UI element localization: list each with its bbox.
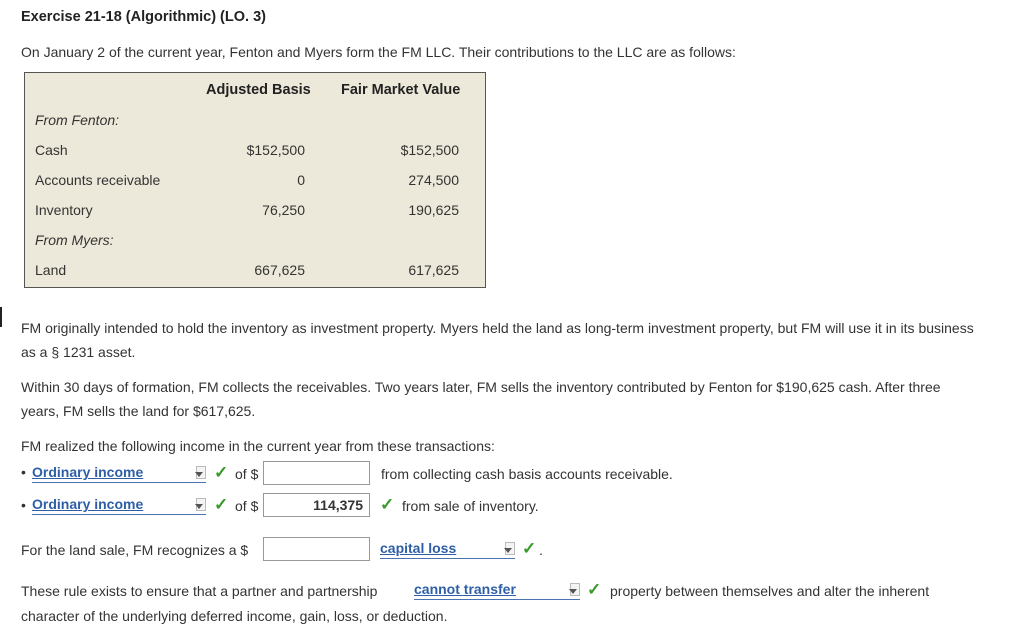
income-type-select-2[interactable] [32,496,206,515]
contributions-table [24,72,486,288]
check-icon: ✓ [214,463,229,482]
ar-fmv: 274,500 [408,172,459,188]
of-dollar-label-2: of $ [235,498,259,514]
paragraph-transactions: Within 30 days of formation, FM collects the receivables. Two years later, FM sells the inventory contributed by Fenton for $190,625 cash. After three years, FM sells the land for $617,625. [21,379,941,419]
ar-income-suffix: from collecting cash basis accounts receivable. [381,466,673,482]
dropdown-arrow-icon[interactable] [196,466,206,479]
income-type-select-2-value: Ordinary income [32,496,144,512]
land-sale-input[interactable] [263,537,370,561]
rule-sentence-prefix: These rule exists to ensure that a partner and partnership [21,583,378,599]
inventory-income-input[interactable]: 114,375 [263,493,370,517]
inventory-income-suffix: from sale of inventory. [402,498,539,514]
bullet-1: • [21,464,26,480]
land-adjusted-basis: 667,625 [254,262,305,278]
paragraph-inventory-land: FM originally intended to hold the inventory as investment property. Myers held the land as long-term investment property, but FM will use it in its business as a § 1231 asset. [21,320,974,360]
row-label-inventory: Inventory [35,202,93,218]
of-dollar-label-1: of $ [235,466,259,482]
col-header-fair-market-value: Fair Market Value [341,82,461,98]
rule-purpose-select[interactable] [414,581,580,600]
land-gain-type-select[interactable] [380,540,515,559]
land-period: . [539,542,543,558]
col-header-adjusted-basis: Adjusted Basis [206,82,311,98]
row-label-cash: Cash [35,142,68,158]
rule-sentence-line2: character of the underlying deferred income, gain, loss, or deduction. [21,608,448,624]
ar-adjusted-basis: 0 [297,172,305,188]
rule-purpose-select-value: cannot transfer [414,581,516,597]
from-myers-label: From Myers: [35,232,114,248]
paragraph-income-intro: FM realized the following income in the current year from these transactions: [21,438,495,454]
ar-income-input[interactable] [263,461,370,485]
income-type-select-1-value: Ordinary income [32,464,144,480]
land-fmv: 617,625 [408,262,459,278]
intro-text: On January 2 of the current year, Fenton and Myers form the FM LLC. Their contributions to the LLC are as follows: [21,44,736,60]
land-sale-prefix: For the land sale, FM recognizes a $ [21,542,249,558]
dropdown-arrow-icon[interactable] [505,542,515,555]
income-type-select-1[interactable] [32,464,206,483]
from-fenton-label: From Fenton: [35,112,120,128]
check-icon: ✓ [214,495,229,514]
row-label-accounts-receivable: Accounts receivable [35,172,161,188]
check-icon: ✓ [587,580,602,599]
dropdown-arrow-icon[interactable] [196,498,206,511]
dropdown-arrow-icon[interactable] [570,583,580,596]
inventory-adjusted-basis: 76,250 [262,202,305,218]
left-edge-marker [0,307,2,327]
land-gain-type-select-value: capital loss [380,540,457,556]
row-label-land: Land [35,262,67,278]
check-icon: ✓ [522,539,537,558]
exercise-title: Exercise 21-18 (Algorithmic) (LO. 3) [21,9,266,25]
bullet-2: • [21,497,26,513]
check-icon: ✓ [380,495,395,514]
rule-sentence-suffix: property between themselves and alter the inherent [610,583,930,599]
inventory-fmv: 190,625 [408,202,459,218]
cash-adjusted-basis: $152,500 [246,142,305,158]
cash-fmv: $152,500 [400,142,459,158]
